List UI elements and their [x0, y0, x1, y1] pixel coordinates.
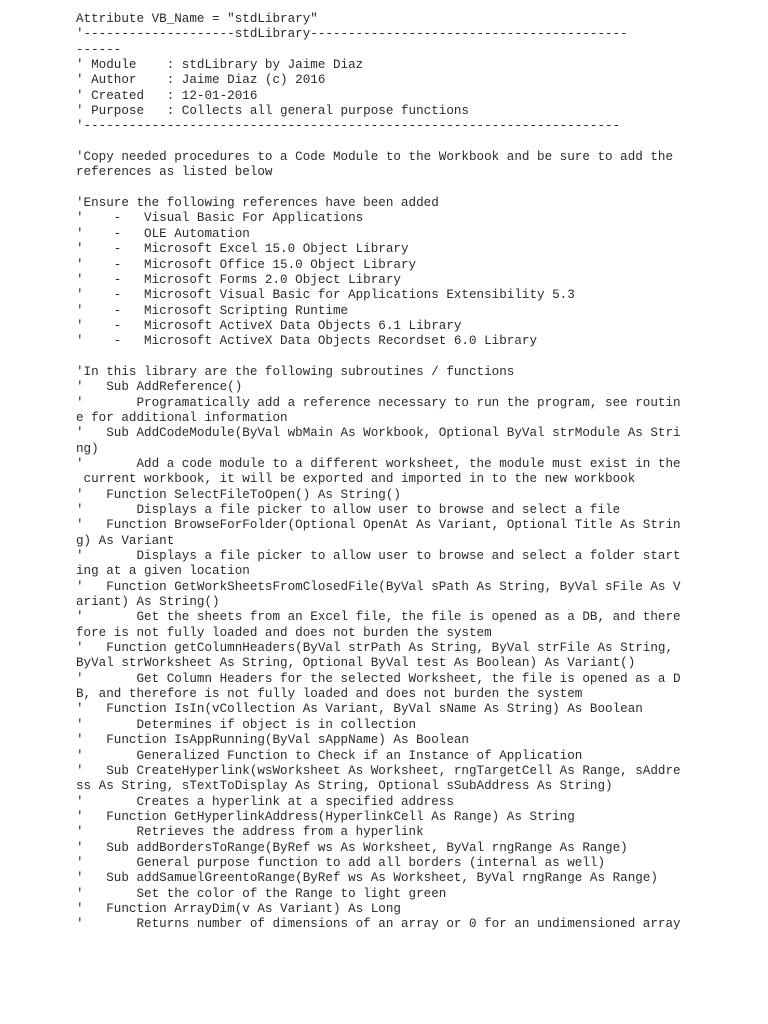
code-line	[76, 135, 676, 150]
code-line	[76, 181, 676, 196]
code-line: ' Function IsAppRunning(ByVal sAppName) As Boolean	[76, 733, 469, 748]
code-line: ' Generalized Function to Check if an Instance of Application	[76, 748, 583, 763]
code-line: 'Ensure the following references have been added	[76, 196, 439, 211]
code-line: 'In this library are the following subroutines / functions	[76, 364, 515, 379]
code-line: ' Author : Jaime Diaz (c) 2016	[76, 73, 326, 88]
code-line: ' Module : stdLibrary by Jaime Diaz	[76, 58, 364, 73]
code-line	[76, 350, 676, 365]
code-line: ariant) As String()	[76, 595, 220, 610]
code-line: ' Function IsIn(vCollection As Variant, ByVal sName As String) As Boolean	[76, 702, 643, 717]
code-line: ' Set the color of the Range to light green	[76, 886, 447, 901]
code-line: ' Function BrowseForFolder(Optional OpenAt As Variant, Optional Title As Strin	[76, 518, 681, 533]
code-line: ' - OLE Automation	[76, 226, 250, 241]
code-line: ' Sub AddCodeModule(ByVal wbMain As Workbook, Optional ByVal strModule As Stri	[76, 426, 681, 441]
code-line: e for additional information	[76, 410, 288, 425]
code-line: ' Get Column Headers for the selected Worksheet, the file is opened as a D	[76, 671, 681, 686]
code-line: 'Copy needed procedures to a Code Module to the Workbook and be sure to add the	[76, 150, 674, 165]
code-line: ' - Microsoft ActiveX Data Objects 6.1 Library	[76, 318, 462, 333]
code-listing	[76, 12, 681, 933]
code-line: ' - Microsoft Office 15.0 Object Library	[76, 257, 417, 272]
code-line: ' Sub addBordersToRange(ByRef ws As Worksheet, ByVal rngRange As Range)	[76, 840, 628, 855]
code-line: ------	[76, 42, 122, 57]
code-line: fore is not fully loaded and does not burden the system	[76, 625, 492, 640]
code-line: ' Displays a file picker to allow user to browse and select a file	[76, 503, 621, 517]
code-line: ' - Microsoft Forms 2.0 Object Library	[76, 272, 401, 287]
code-line: Attribute VB_Name = "stdLibrary"	[76, 12, 318, 26]
code-line: ByVal strWorksheet As String, Optional ByVal test As Boolean) As Variant()	[76, 656, 636, 671]
code-line: ' Displays a file picker to allow user to browse and select a folder start	[76, 549, 681, 564]
code-line: current workbook, it will be exported and imported in to the new workbook	[76, 472, 636, 487]
code-line: ' General purpose function to add all borders (internal as well)	[76, 855, 606, 870]
code-line: ' Function SelectFileToOpen() As String()	[76, 487, 401, 502]
code-line: references as listed below	[76, 165, 273, 180]
code-line: ' Function getColumnHeaders(ByVal strPath As String, ByVal strFile As String,	[76, 641, 674, 656]
code-line: ' Function GetWorkSheetsFromClosedFile(ByVal sPath As String, ByVal sFile As V	[76, 579, 681, 594]
code-line: ' Function ArrayDim(v As Variant) As Long	[76, 901, 401, 916]
code-line: ' Get the sheets from an Excel file, the file is opened as a DB, and there	[76, 610, 681, 625]
code-line: ' - Microsoft Scripting Runtime	[76, 303, 349, 318]
code-line: ing at a given location	[76, 564, 250, 579]
code-line: ' Sub AddReference()	[76, 380, 243, 395]
code-line: ' - Visual Basic For Applications	[76, 211, 364, 226]
code-line: ' Programatically add a reference necessary to run the program, see routin	[76, 395, 681, 410]
code-line: '-----------------------------------------------------------------------	[76, 119, 621, 134]
code-line: g) As Variant	[76, 533, 175, 548]
code-line: ' - Microsoft Visual Basic for Applications Extensibility 5.3	[76, 288, 575, 303]
code-line: ' - Microsoft ActiveX Data Objects Recordset 6.0 Library	[76, 334, 538, 349]
code-line: ' Created : 12-01-2016	[76, 88, 258, 103]
code-line: ' Returns number of dimensions of an array or 0 for an undimensioned array	[76, 917, 681, 932]
code-line: ss As String, sTextToDisplay As String, Optional sSubAddress As String)	[76, 779, 613, 794]
code-line: ' Creates a hyperlink at a specified address	[76, 794, 454, 809]
code-line: ' Sub CreateHyperlink(wsWorksheet As Worksheet, rngTargetCell As Range, sAddre	[76, 763, 681, 778]
code-line: ' Add a code module to a different worksheet, the module must exist in the	[76, 456, 681, 471]
code-line: ' - Microsoft Excel 15.0 Object Library	[76, 242, 409, 257]
code-line: ' Purpose : Collects all general purpose functions	[76, 104, 469, 119]
code-line: ' Determines if object is in collection	[76, 717, 417, 732]
code-line: '--------------------stdLibrary------------------------------------------	[76, 27, 628, 42]
code-line: ng)	[76, 441, 99, 456]
code-line: ' Retrieves the address from a hyperlink	[76, 825, 424, 840]
code-line: B, and therefore is not fully loaded and does not burden the system	[76, 687, 583, 702]
code-line: ' Function GetHyperlinkAddress(HyperlinkCell As Range) As String	[76, 809, 575, 824]
code-line: ' Sub addSamuelGreentoRange(ByRef ws As Worksheet, ByVal rngRange As Range)	[76, 871, 658, 886]
